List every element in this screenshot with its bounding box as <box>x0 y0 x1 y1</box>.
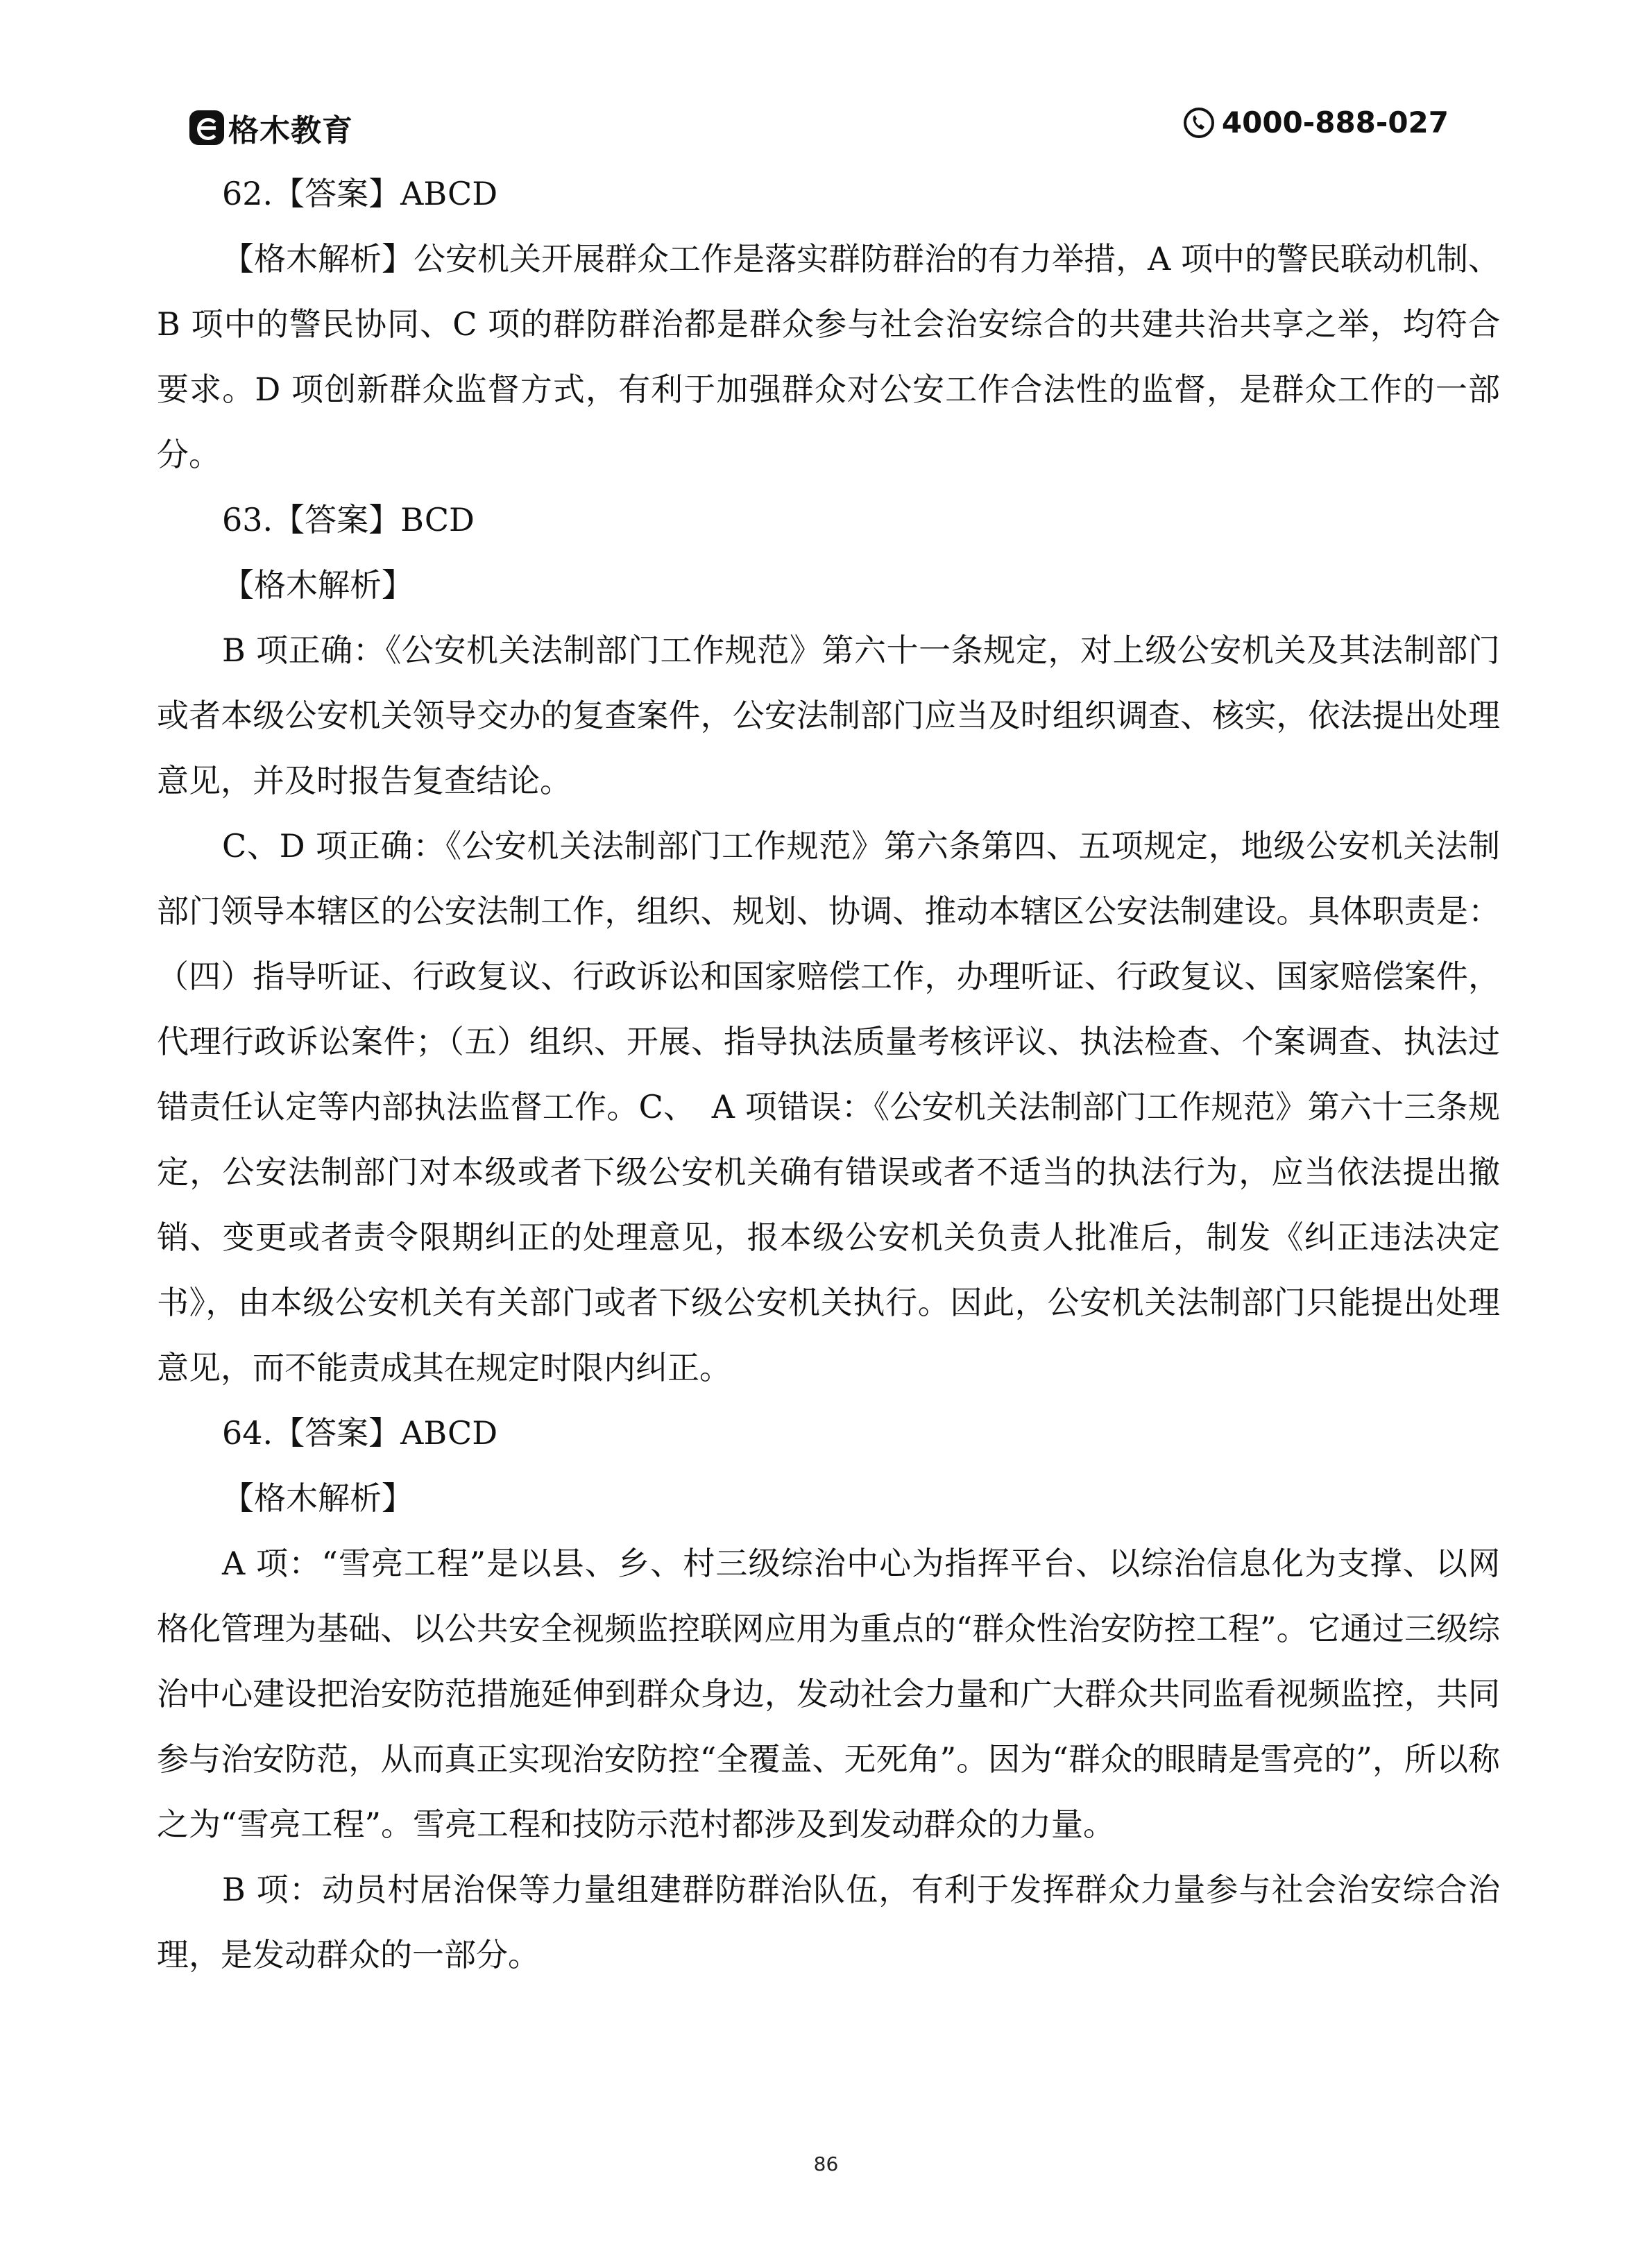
answer-63-analysis-label: 【格木解析】 <box>222 566 414 604</box>
answer-62-analysis: 【格木解析】公安机关开展群众工作是落实群防群治的有力举措，A 项中的警民联动机制、B 项中的警民协同、C 项的群防群治都是群众参与社会治安综合的共建共治共享之举，均符合要求。D 项创新群众监督方式，有利于加强群众对公安工作合法性的监督，是群众工作的一部分。 <box>157 240 1500 473</box>
answer-63-option-b: B 项正确：《公安机关法制部门工作规范》第六十一条规定，对上级公安机关及其法制部门或者本级公安机关领导交办的复查案件，公安法制部门应当及时组织调查、核实，依法提出处理意见，并及时报告复查结论。 <box>157 631 1500 799</box>
hotline <box>1183 105 1449 139</box>
answer-62-heading: 62.【答案】ABCD <box>222 175 498 212</box>
brand-name: 格木教育 <box>228 113 353 148</box>
document-body <box>157 161 1500 1987</box>
answer-64-heading: 64.【答案】ABCD <box>222 1414 498 1452</box>
phone-icon <box>1183 107 1215 139</box>
page-number: 86 <box>813 2152 839 2175</box>
answer-64-option-b: B 项：动员村居治保等力量组建群防群治队伍，有利于发挥群众力量参与社会治安综合治理，是发动群众的一部分。 <box>157 1871 1500 1973</box>
brand-logo <box>189 105 353 150</box>
e-logo-icon <box>189 110 224 145</box>
answer-63-heading: 63.【答案】BCD <box>222 501 475 538</box>
answer-63-option-cd: C、D 项正确：《公安机关法制部门工作规范》第六条第四、五项规定，地级公安机关法制部门领导本辖区的公安法制工作，组织、规划、协调、推动本辖区公安法制建设。具体职责是：（四）指导听证、行政复议、行政诉讼和国家赔偿工作，办理听证、行政复议、国家赔偿案件，代理行政诉讼案件；（五）组织、开展、指导执法质量考核评议、执法检查、个案调查、执法过错责任认定等内部执法监督工作。C、 A 项错误：《公安机关法制部门工作规范》第六十三条规定，公安法制部门对本级或者下级公安机关确有错误或者不适当的执法行为，应当依法提出撤销、变更或者责令限期纠正的处理意见，报本级公安机关负责人批准后，制发《纠正违法决定书》，由本级公安机关有关部门或者下级公安机关执行。因此，公安机关法制部门只能提出处理意见，而不能责成其在规定时限内纠正。 <box>157 827 1500 1386</box>
hotline-number: 4000-888-027 <box>1221 105 1449 139</box>
answer-64-option-a: A 项：“雪亮工程”是以县、乡、村三级综治中心为指挥平台、以综治信息化为支撑、以网格化管理为基础、以公共安全视频监控联网应用为重点的“群众性治安防控工程”。它通过三级综治中心建设把治安防范措施延伸到群众身边，发动社会力量和广大群众共同监看视频监控，共同参与治安防范，从而真正实现治安防控“全覆盖、无死角”。因为“群众的眼睛是雪亮的”，所以称之为“雪亮工程”。雪亮工程和技防示范村都涉及到发动群众的力量。 <box>157 1545 1500 1843</box>
answer-64-analysis-label: 【格木解析】 <box>222 1479 414 1517</box>
page-header <box>184 97 1454 153</box>
